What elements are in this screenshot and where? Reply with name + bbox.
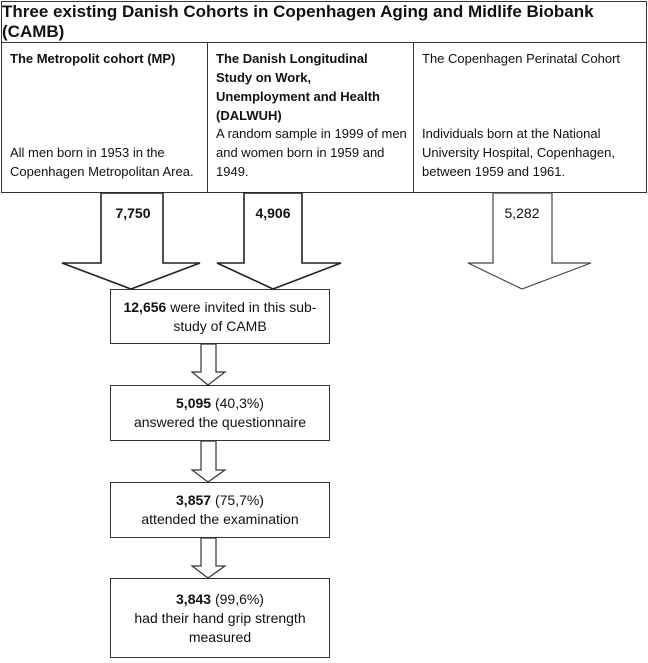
arrow-step-1 [192, 344, 225, 385]
flow-number: 3,843 [176, 590, 212, 607]
flow-percent: (75,7%) [214, 492, 264, 508]
flow-percent: (40,3%) [214, 395, 264, 411]
cohort-description: All men born in 1953 in the Copenhagen Metropolitan Area. [10, 145, 194, 179]
flow-box-questionnaire [110, 385, 330, 441]
flow-text: were invited in this sub-study of CAMB [170, 298, 317, 334]
flow-box-hand-grip [110, 578, 330, 658]
arrow-step-3 [192, 538, 225, 578]
cohort-name: The Copenhagen Perinatal Cohort [422, 51, 621, 66]
count-mp: 7,750 [115, 205, 151, 221]
cohort-name: The Danish Longitudinal Study on Work, Unemployment and Health (DALWUH) [216, 51, 380, 123]
flow-text: had their hand grip strength measured [134, 609, 306, 645]
flow-number: 5,095 [176, 395, 212, 411]
cohort-description: A random sample in 1999 of men and women born in 1959 and 1949. [216, 126, 407, 179]
count-dalwuh: 4,906 [255, 205, 291, 221]
count-perinatal: 5,282 [504, 205, 540, 221]
flow-number: 3,857 [176, 492, 212, 508]
flow-text: answered the questionnaire [133, 414, 306, 430]
cohort-name: The Metropolit cohort (MP) [10, 51, 176, 66]
cohort-description: Individuals born at the National University Hospital, Copenhagen, between 1959 and 1961. [422, 126, 615, 179]
flow-text: attended the examination [141, 511, 299, 527]
flow-box-examination [110, 482, 330, 538]
arrow-step-2 [192, 441, 225, 482]
diagram-title: Three existing Danish Cohorts in Copenhagen Aging and Midlife Biobank (CAMB) [1, 1, 647, 43]
flow-box-invited [110, 289, 330, 344]
flow-percent: (99,6%) [214, 590, 264, 607]
flow-number: 12,656 [123, 298, 167, 315]
